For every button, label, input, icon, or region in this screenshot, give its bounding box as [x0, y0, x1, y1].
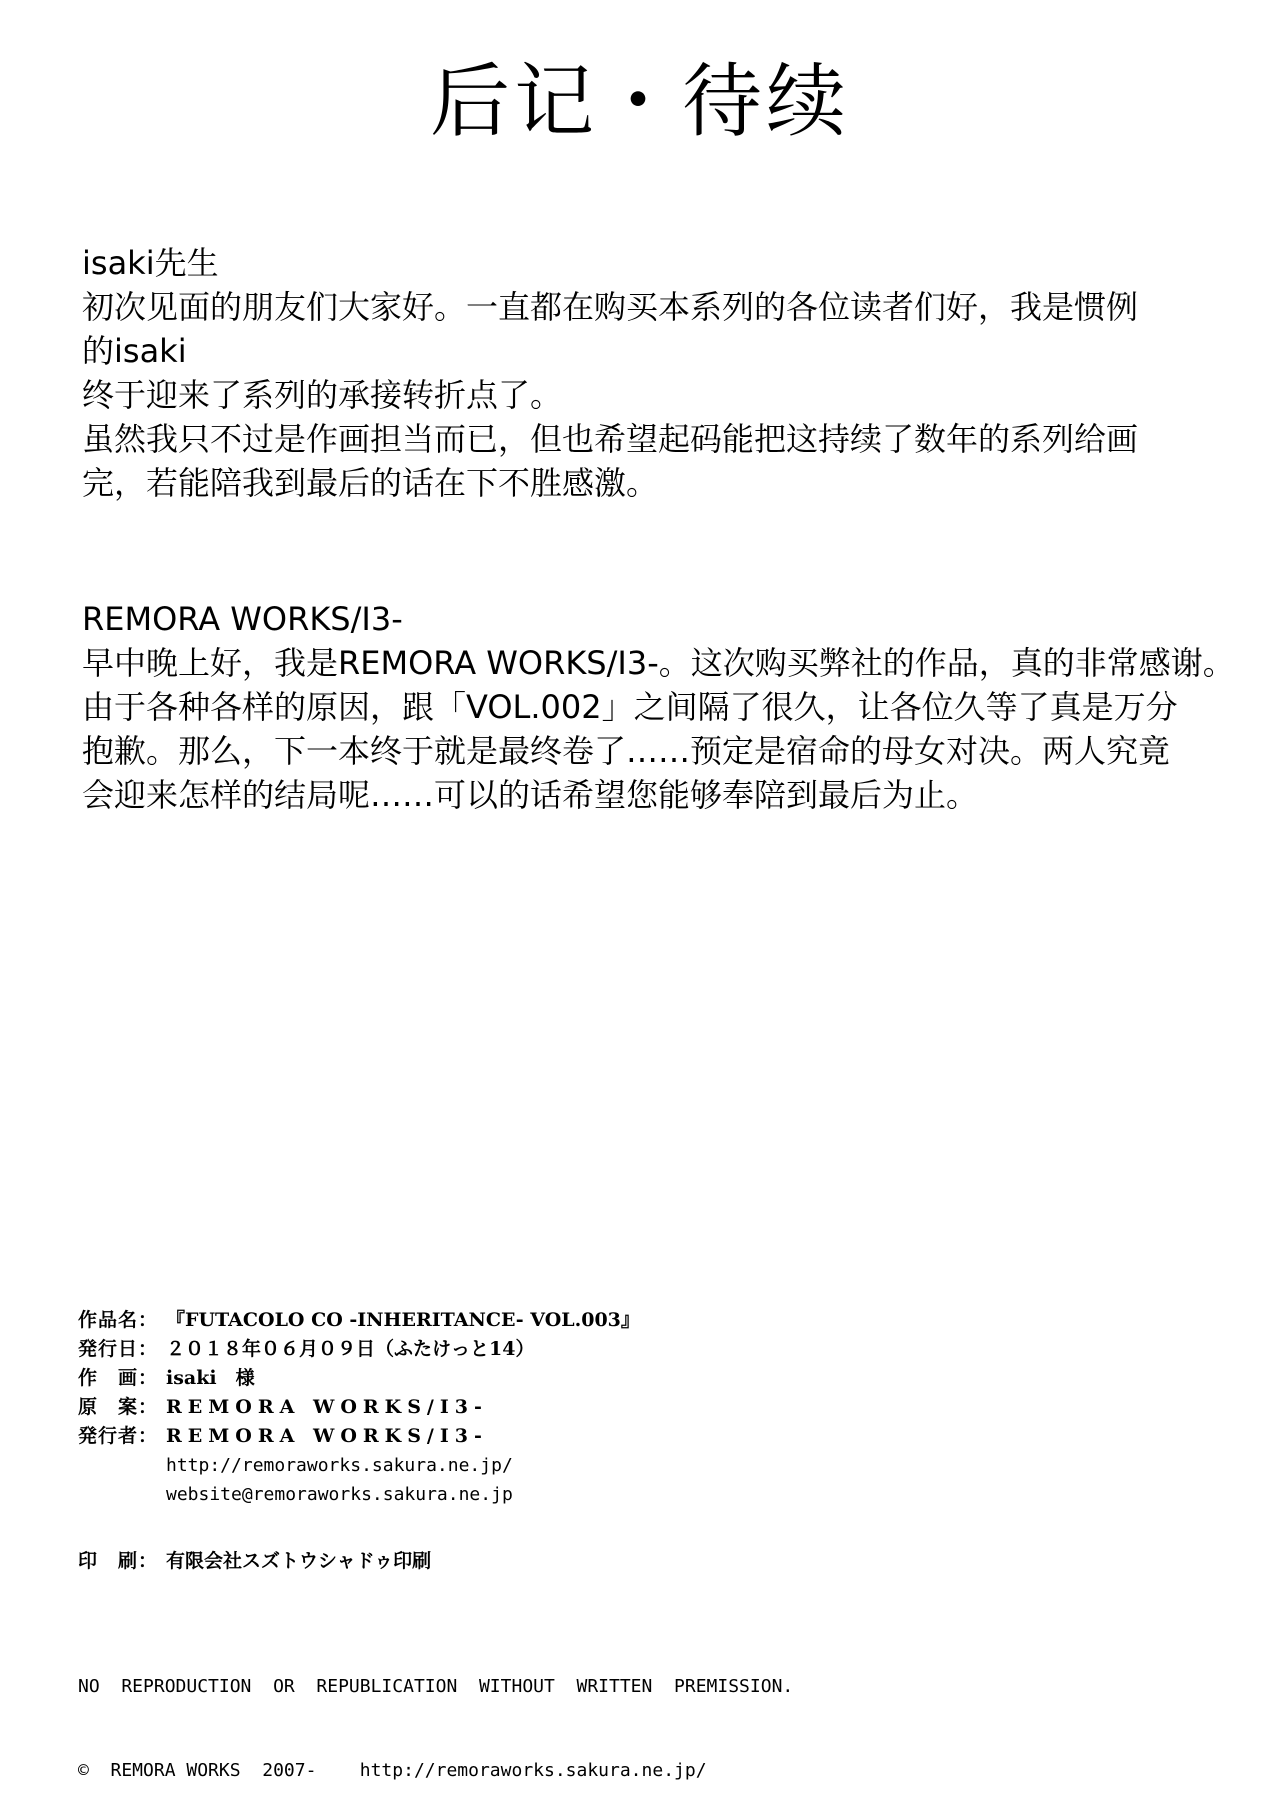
colophon-row-print — [78, 1547, 431, 1576]
paragraph-line: 会迎来怎样的结局呢……可以的话希望您能够奉陪到最后为止。 — [82, 776, 979, 814]
publisher-email: website@remoraworks.sakura.ne.jp — [166, 1484, 513, 1505]
afterword-isaki — [82, 241, 1212, 505]
paragraph-line: 虽然我只不过是作画担当而已，但也希望起码能把这持续了数年的系列给画 — [82, 420, 1139, 458]
colophon-row-art — [78, 1364, 640, 1393]
colophon-row-date — [78, 1335, 640, 1364]
colophon-row-publisher — [78, 1422, 640, 1451]
colophon-row-url — [78, 1451, 640, 1480]
colophon-label: 作 画： — [78, 1367, 159, 1389]
colophon-value: 『FUTACOLO CO -INHERITANCE- VOL.003』 — [166, 1309, 640, 1331]
reproduction-notice: NO REPRODUCTION OR REPUBLICATION WITHOUT WRITTEN PREMISSION. — [78, 1676, 794, 1697]
colophon-label: 発行者： — [78, 1425, 159, 1447]
paragraph-line: 的isaki — [82, 332, 187, 370]
paragraph-line: 初次见面的朋友们大家好。一直都在购买本系列的各位读者们好，我是惯例 — [82, 288, 1139, 326]
colophon-row-work — [78, 1306, 640, 1335]
colophon-label: 原 案： — [78, 1396, 159, 1418]
colophon-value: REMORA WORKS/I3- — [166, 1425, 488, 1447]
colophon-value: REMORA WORKS/I3- — [166, 1396, 488, 1418]
colophon-row-email — [78, 1480, 640, 1509]
colophon-row-story — [78, 1393, 640, 1422]
afterword-remora — [82, 597, 1235, 817]
paragraph-line: 早中晚上好，我是REMORA WORKS/I3-。这次购买弊社的作品，真的非常感谢。 — [82, 644, 1235, 682]
colophon-label: 発行日： — [78, 1338, 159, 1360]
paragraph-line: 完，若能陪我到最后的话在下不胜感激。 — [82, 464, 659, 502]
colophon-value: ２０１８年０６月０９日（ふたけっと14） — [166, 1338, 535, 1360]
publisher-url: http://remoraworks.sakura.ne.jp/ — [166, 1455, 513, 1476]
author-name: REMORA WORKS/I3- — [82, 600, 403, 638]
paragraph-line: 终于迎来了系列的承接转折点了。 — [82, 376, 563, 414]
page-title: 后记・待续 — [430, 55, 850, 148]
copyright-footer — [78, 1617, 793, 1813]
colophon-label: 作品名： — [78, 1309, 159, 1331]
paragraph-line: 抱歉。那么，下一本终于就是最终卷了……预定是宿命的母女对决。两人究竟 — [82, 732, 1171, 770]
colophon-label: 印 刷： — [78, 1550, 159, 1572]
paragraph-line: 由于各种各样的原因，跟「VOL.002」之间隔了很久，让各位久等了真是万分 — [82, 688, 1178, 726]
colophon-value: isaki 様 — [166, 1367, 255, 1389]
colophon-value: 有限会社スズトウシャドゥ印刷 — [166, 1550, 432, 1572]
copyright-line: © REMORA WORKS 2007- http://remoraworks.sakura.ne.jp/ — [78, 1760, 707, 1781]
author-name: isaki先生 — [82, 244, 219, 282]
colophon — [78, 1306, 640, 1509]
